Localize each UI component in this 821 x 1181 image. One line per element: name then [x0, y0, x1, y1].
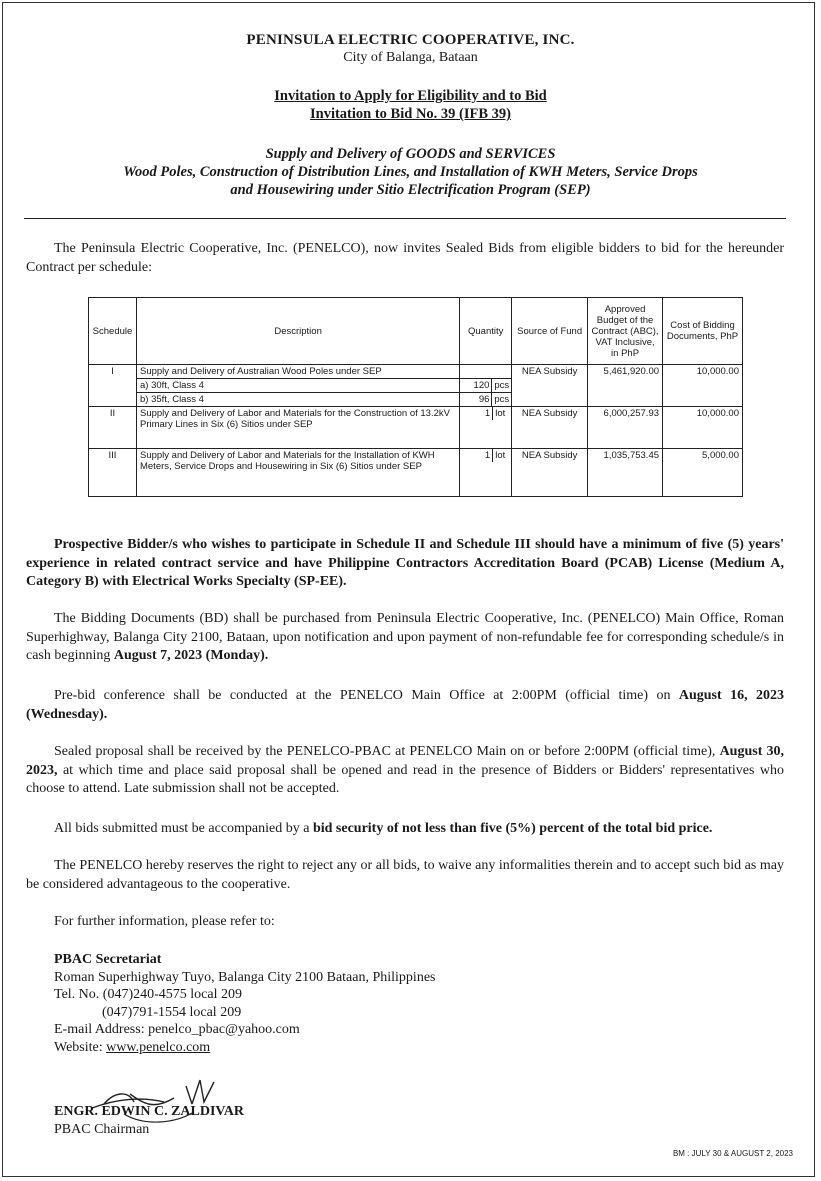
subject-line-3: and Housewiring under Sitio Electrification Program (SEP): [230, 182, 591, 198]
header-cost: Cost of Bidding Documents, PhP: [663, 298, 743, 365]
contact-tel-1: Tel. No. (047)240-4575 local 209: [54, 987, 242, 1002]
header-abc: Approved Budget of the Contract (ABC), VAT Inclusive, in PhP: [588, 298, 663, 365]
table-subrow: b) 35ft, Class 4 96 pcs: [89, 393, 743, 407]
contact-block: [54, 951, 436, 1056]
company-name: PENINSULA ELECTRIC COOPERATIVE, INC.: [246, 32, 575, 48]
signatory-position: PBAC Chairman: [54, 1122, 150, 1137]
prospective-bidder-paragraph: Prospective Bidder/s who wishes to participate in Schedule II and Schedule III should have a minimum of five (5) years' experience in related contract service and have Philippine Contractors Accreditation Board (PCAB) License (Medium A, Category B) with Electrical Works Specialty (SP-EE).: [26, 537, 784, 589]
invitation-number: Invitation to Bid No. 39 (IFB 39): [309, 106, 511, 122]
contact-website-line: Website: www.penelco.com: [54, 1039, 211, 1055]
subject-line-2: Wood Poles, Construction of Distribution Lines, and Installation of KWH Meters, Service Drops: [123, 164, 698, 180]
subject-line-1: Supply and Delivery of GOODS and SERVICES: [265, 146, 556, 162]
contact-tel-2: (047)791-1554 local 209: [102, 1004, 242, 1020]
table-subrow: a) 30ft, Class 4 120 pcs: [89, 379, 743, 393]
contact-email: E-mail Address: penelco_pbac@yahoo.com: [54, 1022, 300, 1037]
bidding-documents-paragraph: The Bidding Documents (BD) shall be purchased from Peninsula Electric Cooperative, Inc. (PENELCO) Main Office, Roman Superhighway, Balanga City 2100, Bataan, upon notification and upon payment of non-refundable fee for corresponding schedule/s in cash beginning August 7, 2023 (Monday).: [26, 611, 784, 663]
invitation-title: Invitation to Apply for Eligibility and to Bid: [274, 88, 547, 104]
header-quantity: Quantity: [460, 298, 512, 365]
intro-paragraph: The Peninsula Electric Cooperative, Inc. (PENELCO), now invites Sealed Bids from eligible bidders to bid for the hereunder Contract per schedule:: [26, 241, 784, 275]
contact-address: Roman Superhighway Tuyo, Balanga City 2100 Bataan, Philippines: [54, 969, 436, 985]
sealed-proposal-paragraph: Sealed proposal shall be received by the PENELCO-PBAC at PENELCO Main on or before 2:00PM (official time), August 30, 2023, at which time and place said proposal shall be opened and read in the presence of Bidders or Bidders' representatives who choose to attend. Late submission shall not be accepted.: [26, 744, 785, 796]
table-row: III Supply and Delivery of Labor and Materials for the Installation of KWH Meters, Service Drops and Housewiring in Six (6) Sitios under SEP 1 lot NEA Subsidy 1,035,753.45 5,000.00: [89, 449, 743, 497]
bid-security-paragraph: All bids submitted must be accompanied by a bid security of not less than five (5%) percent of the total bid price.: [54, 821, 713, 836]
contact-title: PBAC Secretariat: [54, 952, 162, 967]
further-info-paragraph: For further information, please refer to:: [54, 914, 275, 929]
header-description: Description: [136, 298, 459, 365]
website-link[interactable]: www.penelco.com: [106, 1039, 211, 1055]
table-row: I Supply and Delivery of Australian Wood Poles under SEP NEA Subsidy 5,461,920.00 10,000.00: [89, 365, 743, 379]
publication-note: BM : JULY 30 & AUGUST 2, 2023: [672, 1149, 793, 1158]
bid-schedule-table: [88, 297, 743, 497]
table-header-row: [89, 298, 743, 365]
header-divider: [24, 218, 786, 219]
company-city: City of Balanga, Bataan: [343, 50, 478, 65]
reservation-paragraph: The PENELCO hereby reserves the right to reject any or all bids, to waive any informalities therein and to accept such bid as may be considered advantageous to the cooperative.: [26, 858, 784, 892]
header-source: Source of Fund: [512, 298, 588, 365]
header-schedule: Schedule: [89, 298, 137, 365]
signatory-name: ENGR. EDWIN C. ZALDIVAR: [54, 1104, 244, 1119]
table-row: II Supply and Delivery of Labor and Materials for the Construction of 13.2kV Primary Lines in Six (6) Sitios under SEP 1 lot NEA Subsidy 6,000,257.93 10,000.00: [89, 407, 743, 449]
prebid-paragraph: Pre-bid conference shall be conducted at the PENELCO Main Office at 2:00PM (official time) on August 16, 2023 (Wednesday).: [26, 688, 784, 722]
